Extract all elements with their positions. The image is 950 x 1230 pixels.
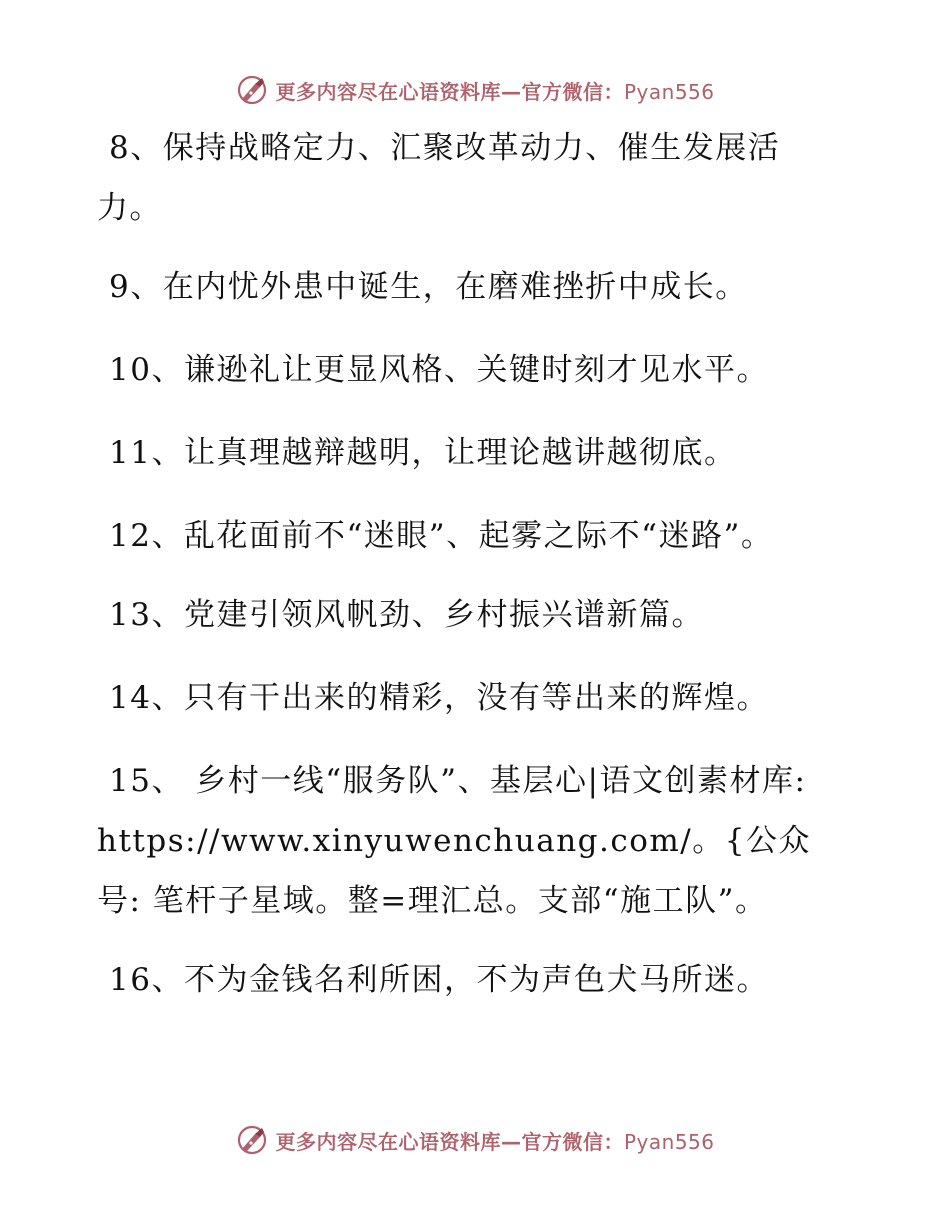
document-body: [97, 118, 832, 1033]
watermark-text: 更多内容尽在心语资料库—官方微信：Pyan556: [275, 79, 715, 104]
list-item-9: 9、在内忧外患中诞生，在磨难挫折中成长。: [109, 269, 748, 305]
header-watermark-banner: [0, 70, 950, 110]
list-item-8: 8、保持战略定力、汇聚改革动力、催生发展活力。: [97, 130, 781, 226]
footer-watermark-banner: [0, 1120, 950, 1160]
pen-nib-logo-icon: [235, 1123, 269, 1157]
list-item-10: 10、谦逊礼让更显风格、关键时刻才见水平。: [109, 352, 769, 388]
list-item-13: 13、党建引领风帆劲、乡村振兴谱新篇。: [109, 597, 704, 633]
pen-nib-logo-icon: [235, 73, 269, 107]
list-item-15: 15、 乡村一线“服务队”、基层心|语文创素材库: https://www.xinyuwenchuang.com/。{公众号: 笔杆子星域。整=理汇总。支部“施工队”。: [97, 763, 811, 919]
list-item-12: 12、乱花面前不“迷眼”、起雾之际不“迷路”。: [109, 518, 774, 554]
list-item-14: 14、只有干出来的精彩，没有等出来的辉煌。: [109, 680, 769, 716]
list-item-16: 16、不为金钱名利所困，不为声色犬马所迷。: [109, 962, 769, 998]
watermark-text: 更多内容尽在心语资料库—官方微信：Pyan556: [275, 1129, 715, 1154]
list-item-11: 11、让真理越辩越明，让理论越讲越彻底。: [109, 435, 737, 471]
